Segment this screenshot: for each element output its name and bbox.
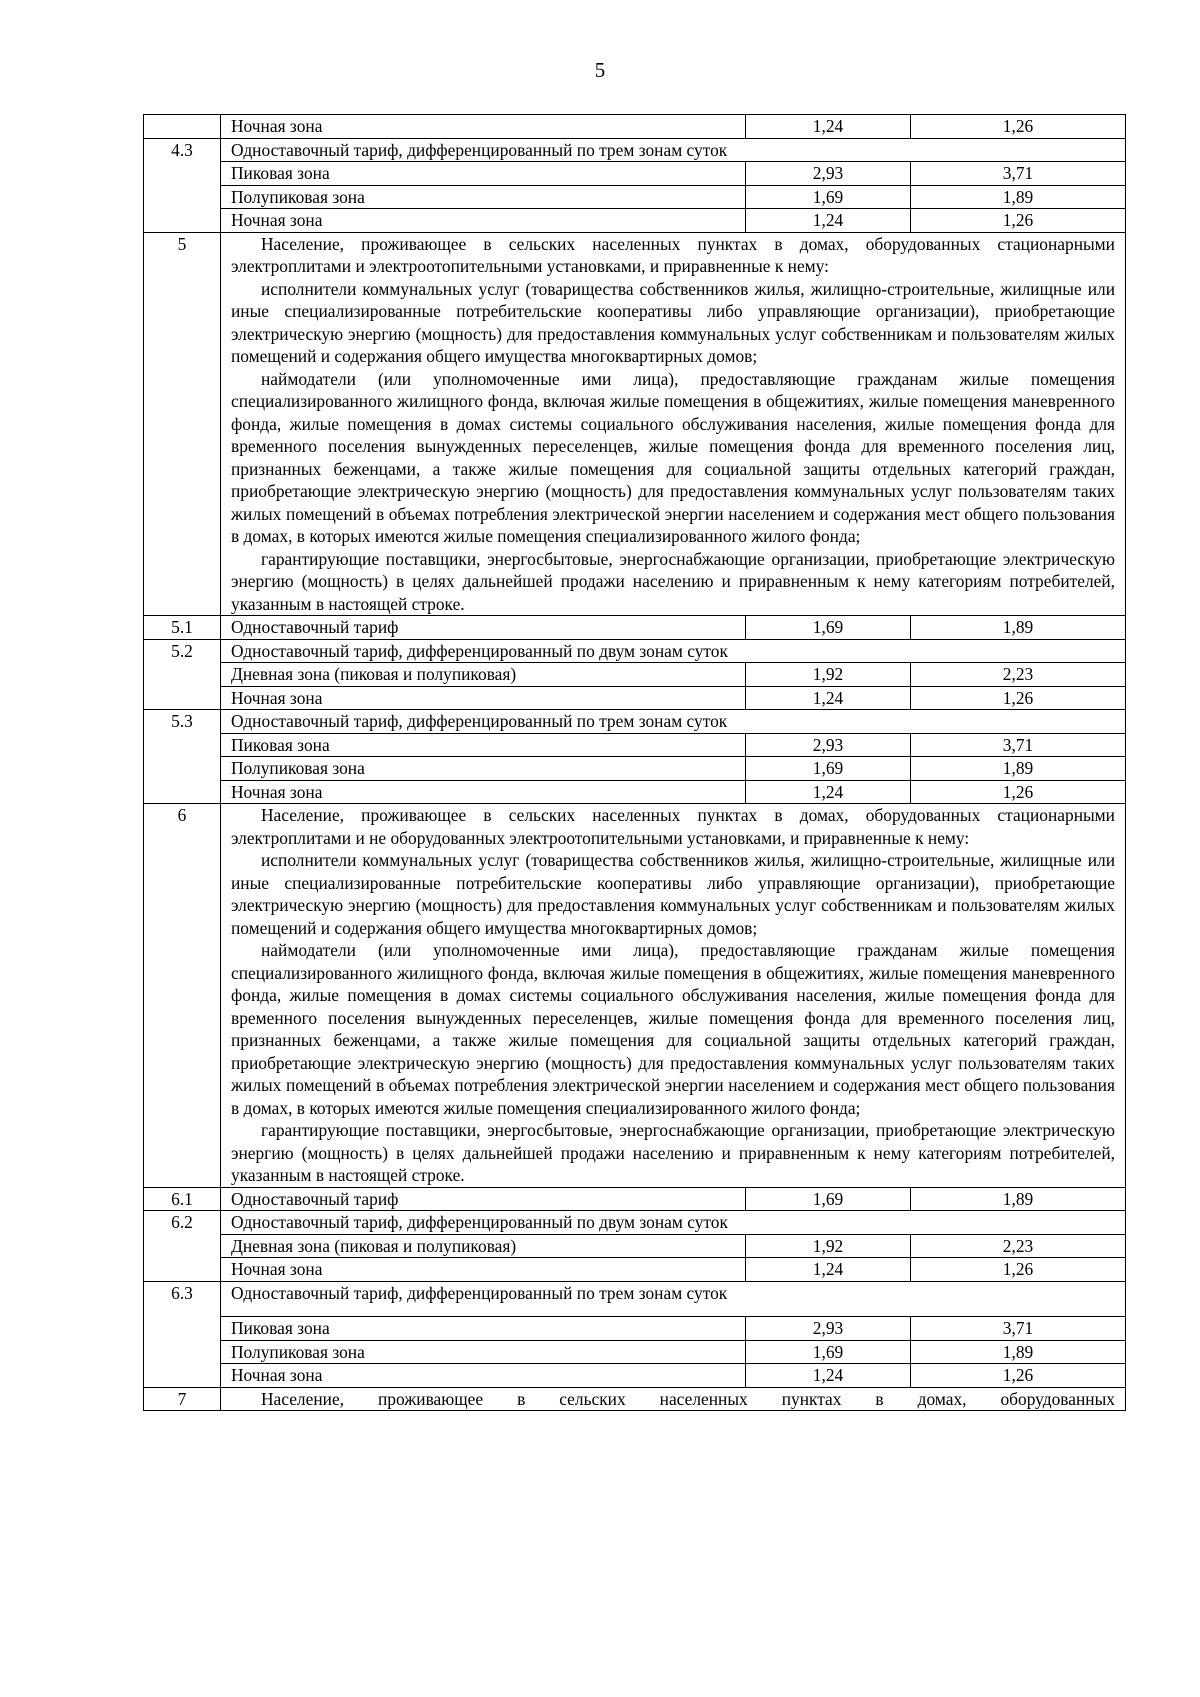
- tariff-value-first: 1,24: [746, 209, 911, 233]
- tariff-value-second: 1,89: [911, 1187, 1126, 1211]
- table-row: [144, 804, 1126, 1188]
- row-number: [144, 1234, 221, 1258]
- category-paragraph: исполнители коммунальных услуг (товарищества собственников жилья, жилищно-строительные, жилищные или иные специализированные потребительские кооперативы либо управляющие организации), приобретающие электрическую энергию (мощность) для предоставления коммунальных услуг собственникам и пользователям жилых помещений и содержания общего имущества многоквартирных домов;: [231, 850, 1115, 938]
- tariff-value-first: 1,24: [746, 1364, 911, 1388]
- table-row: [144, 1187, 1126, 1211]
- row-number: [144, 686, 221, 710]
- row-number: 5: [144, 232, 221, 616]
- table-row: [144, 209, 1126, 233]
- row-number: [144, 663, 221, 687]
- tariff-zone-label: Ночная зона: [221, 209, 746, 233]
- row-number: [144, 733, 221, 757]
- tariff-value-second: 1,26: [911, 1258, 1126, 1282]
- row-number: 5.3: [144, 710, 221, 734]
- tariff-value-first: 1,24: [746, 1258, 911, 1282]
- tariff-value-second: 1,26: [911, 686, 1126, 710]
- tariff-value-first: 2,93: [746, 733, 911, 757]
- table-row: [144, 757, 1126, 781]
- category-paragraph: гарантирующие поставщики, энергосбытовые, энергоснабжающие организации, приобретающие электрическую энергию (мощность) в целях дальнейшей продажи населению и приравненным к нему категориям потребителей, указанным в настоящей строке.: [231, 548, 1115, 614]
- tariff-value-second: 1,89: [911, 616, 1126, 640]
- row-number: 5.1: [144, 616, 221, 640]
- tariff-zone-label: Ночная зона: [221, 1364, 746, 1388]
- category-intro: Население, проживающее в сельских населенных пунктах в домах, оборудованных стационарными электроплитами и не оборудованных электроотопительными установками, и приравненные к нему:: [231, 805, 1115, 848]
- tariff-value-first: 1,24: [746, 686, 911, 710]
- table-row: [144, 1317, 1126, 1341]
- table-row: [144, 780, 1126, 804]
- table-row: [144, 115, 1126, 139]
- tariff-zone-label: Ночная зона: [221, 1258, 746, 1282]
- row-number: [144, 1340, 221, 1364]
- table-row: [144, 1364, 1126, 1388]
- row-number: [144, 780, 221, 804]
- table-row: [144, 663, 1126, 687]
- tariff-zone-label: Ночная зона: [221, 115, 746, 139]
- table-row: [144, 232, 1126, 616]
- row-number: 7: [144, 1387, 221, 1411]
- tariff-zone-label: Пиковая зона: [221, 1317, 746, 1341]
- tariff-table: [143, 114, 1126, 1411]
- row-number: [144, 162, 221, 186]
- tariff-value-second: 2,23: [911, 1234, 1126, 1258]
- tariff-type-text: Одноставочный тариф, дифференцированный по трем зонам суток: [231, 1282, 728, 1303]
- tariff-value-second: 1,26: [911, 209, 1126, 233]
- page-number: 5: [594, 58, 606, 82]
- tariff-value-first: 1,92: [746, 1234, 911, 1258]
- row-number: [144, 757, 221, 781]
- tariff-value-second: 1,26: [911, 780, 1126, 804]
- row-number: [144, 1364, 221, 1388]
- table-row: [144, 616, 1126, 640]
- tariff-value-first: 1,69: [746, 1340, 911, 1364]
- tariff-zone-label: Полупиковая зона: [221, 757, 746, 781]
- tariff-value-first: 2,93: [746, 1317, 911, 1341]
- table-row: [144, 1340, 1126, 1364]
- table-row: [144, 733, 1126, 757]
- table-row: [144, 639, 1126, 663]
- tariff-type-label: Одноставочный тариф: [221, 1187, 746, 1211]
- table-row: [144, 138, 1126, 162]
- row-number: 6.2: [144, 1211, 221, 1235]
- row-number: 4.3: [144, 138, 221, 162]
- category-intro: Население, проживающее в сельских населенных пунктах в домах, оборудованных: [261, 1388, 1115, 1409]
- tariff-zone-label: Пиковая зона: [221, 162, 746, 186]
- tariff-value-first: 1,69: [746, 616, 911, 640]
- row-number: [144, 185, 221, 209]
- consumer-category-description: [221, 232, 1126, 616]
- tariff-type-label: Одноставочный тариф, дифференцированный по двум зонам суток: [221, 639, 1126, 663]
- tariff-value-second: 1,89: [911, 1340, 1126, 1364]
- table-row: [144, 1234, 1126, 1258]
- tariff-zone-label: Полупиковая зона: [221, 185, 746, 209]
- tariff-value-second: 3,71: [911, 1317, 1126, 1341]
- tariff-value-second: 3,71: [911, 733, 1126, 757]
- tariff-value-first: 1,24: [746, 115, 911, 139]
- tariff-value-first: 1,69: [746, 757, 911, 781]
- row-number: [144, 115, 221, 139]
- tariff-type-label: [221, 1281, 1126, 1317]
- tariff-value-first: 2,93: [746, 162, 911, 186]
- tariff-value-first: 1,24: [746, 780, 911, 804]
- table-row: [144, 686, 1126, 710]
- table-row: [144, 710, 1126, 734]
- table-row: [144, 185, 1126, 209]
- tariff-type-label: Одноставочный тариф, дифференцированный по трем зонам суток: [221, 138, 1126, 162]
- row-number: 6.1: [144, 1187, 221, 1211]
- row-number: [144, 1258, 221, 1282]
- tariff-zone-label: Пиковая зона: [221, 733, 746, 757]
- category-paragraph: наймодатели (или уполномоченные ими лица), предоставляющие гражданам жилые помещения специализированного жилищного фонда, включая жилые помещения в общежитиях, жилые помещения маневренного фонда, жилые помещения в домах системы социального обслуживания населения, жилые помещения фонда для временного поселения вынужденных переселенцев, жилые помещения фонда для временного поселения лиц, признанных беженцами, а также жилые помещения для социальной защиты отдельных категорий граждан, приобретающие электрическую энергию (мощность) для предоставления коммунальных услуг пользователям таких жилых помещений в объемах потребления электрической энергии населением и содержания мест общего пользования в домах, в которых имеются жилые помещения специализированного жилого фонда;: [231, 940, 1115, 1118]
- row-number: 5.2: [144, 639, 221, 663]
- tariff-value-first: 1,69: [746, 185, 911, 209]
- tariff-value-second: 2,23: [911, 663, 1126, 687]
- table-row: [144, 1258, 1126, 1282]
- consumer-category-description: [221, 1387, 1126, 1411]
- tariff-value-second: 1,26: [911, 1364, 1126, 1388]
- table-row: [144, 1281, 1126, 1317]
- row-number: [144, 1317, 221, 1341]
- consumer-category-description: [221, 804, 1126, 1188]
- tariff-value-second: 1,89: [911, 185, 1126, 209]
- tariff-value-second: 1,26: [911, 115, 1126, 139]
- tariff-value-first: 1,69: [746, 1187, 911, 1211]
- category-intro: Население, проживающее в сельских населенных пунктах в домах, оборудованных стационарными электроплитами и электроотопительными установками, и приравненные к нему:: [231, 233, 1115, 276]
- tariff-type-label: Одноставочный тариф, дифференцированный по двум зонам суток: [221, 1211, 1126, 1235]
- category-paragraph: исполнители коммунальных услуг (товарищества собственников жилья, жилищно-строительные, жилищные или иные специализированные потребительские кооперативы либо управляющие организации), приобретающие электрическую энергию (мощность) для предоставления коммунальных услуг собственникам и пользователям жилых помещений и содержания общего имущества многоквартирных домов;: [231, 278, 1115, 366]
- tariff-type-label: Одноставочный тариф, дифференцированный по трем зонам суток: [221, 710, 1126, 734]
- tariff-zone-label: Дневная зона (пиковая и полупиковая): [221, 663, 746, 687]
- tariff-value-second: 3,71: [911, 162, 1126, 186]
- row-number: 6.3: [144, 1281, 221, 1317]
- category-paragraph: гарантирующие поставщики, энергосбытовые, энергоснабжающие организации, приобретающие электрическую энергию (мощность) в целях дальнейшей продажи населению и приравненным к нему категориям потребителей, указанным в настоящей строке.: [231, 1120, 1115, 1185]
- category-paragraph: наймодатели (или уполномоченные ими лица), предоставляющие гражданам жилые помещения специализированного жилищного фонда, включая жилые помещения в общежитиях, жилые помещения маневренного фонда, жилые помещения в домах системы социального обслуживания населения, жилые помещения фонда для временного поселения вынужденных переселенцев, жилые помещения фонда для временного поселения лиц, признанных беженцами, а также жилые помещения для социальной защиты отдельных категорий граждан, приобретающие электрическую энергию (мощность) для предоставления коммунальных услуг пользователям таких жилых помещений в объемах потребления электрической энергии населением и содержания мест общего пользования в домах, в которых имеются жилые помещения специализированного жилого фонда;: [231, 368, 1115, 546]
- tariff-value-second: 1,89: [911, 757, 1126, 781]
- tariff-type-label: Одноставочный тариф: [221, 616, 746, 640]
- row-number: 6: [144, 804, 221, 1188]
- tariff-value-first: 1,92: [746, 663, 911, 687]
- row-number: [144, 209, 221, 233]
- tariff-zone-label: Полупиковая зона: [221, 1340, 746, 1364]
- tariff-zone-label: Ночная зона: [221, 780, 746, 804]
- table-row: [144, 1211, 1126, 1235]
- tariff-zone-label: Дневная зона (пиковая и полупиковая): [221, 1234, 746, 1258]
- table-row: [144, 162, 1126, 186]
- tariff-zone-label: Ночная зона: [221, 686, 746, 710]
- table-row: [144, 1387, 1126, 1411]
